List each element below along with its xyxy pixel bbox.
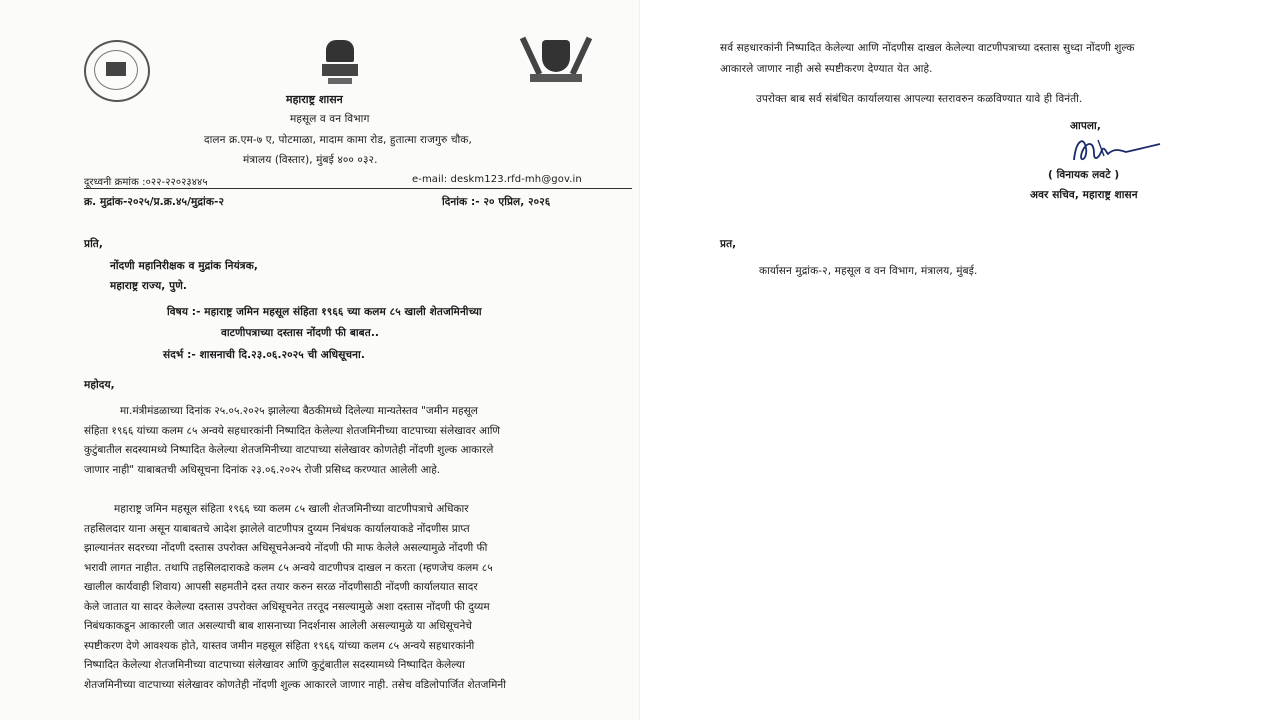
letter-page-2 — [640, 0, 1280, 720]
signer-name: ( विनायक लवटे ) — [1048, 169, 1120, 181]
continuation-line-1: सर्व सहधारकांनी निष्पादित केलेल्या आणि नोंदणीस दाखल केलेल्या वाटणीपत्राच्या दस्तास सुध्दा नोंदणी शुल्क — [720, 42, 1135, 54]
phone-number: दूरध्वनी क्रमांक :०२२-२२०२३४४५ — [84, 177, 208, 188]
subject-line-1: विषय :- महाराष्ट्र जमिन महसूल संहिता १९६६ च्या कलम ८५ खाली शेतजमिनीच्या — [167, 306, 482, 318]
paragraph-2-line: खालील कार्यवाही शिवाय) आपसी सहमतीने दस्त तयार करुन सरळ नोंदणीसाठी नोंदणी कार्यालयात सादर — [84, 581, 478, 593]
reference-number: क्र. मुद्रांक-२०२५/प्र.क्र.४५/मुद्रांक-२ — [84, 196, 225, 208]
paragraph-1-line: जाणार नाही" याबाबतची अधिसूचना दिनांक २३.०६.२०२५ रोजी प्रसिध्द करण्यात आलेली आहे. — [84, 463, 441, 476]
letter-date: दिनांक :- २० एप्रिल, २०२६ — [442, 196, 551, 208]
signer-title: अवर सचिव, महाराष्ट्र शासन — [1030, 189, 1138, 201]
copy-recipient: कार्यासन मुद्रांक-२, महसूल व वन विभाग, मंत्रालय, मुंबई. — [759, 265, 978, 277]
header-divider — [84, 188, 632, 189]
recipient-line-2: महाराष्ट्र राज्य, पुणे. — [110, 280, 187, 292]
paragraph-1-line: मा.मंत्रीमंडळाच्या दिनांक २५.०५.२०२५ झालेल्या बैठकीमध्ये दिलेल्या मान्यतेस्तव "जमीन महसूल — [120, 405, 478, 417]
paragraph-2-line: तहसिलदार याना असून याबाबतचे आदेश झालेले वाटणीपत्र दुय्यम निबंधक कार्यालयाकडे नोंदणीस प्राप्त — [84, 522, 470, 535]
signature-icon — [1068, 130, 1164, 170]
subject-line-2: वाटणीपत्राच्या दस्तास नोंदणी फी बाबत.. — [221, 327, 380, 339]
email-address: e-mail: deskm123.rfd-mh@gov.in — [412, 174, 582, 185]
recipient-line-1: नोंदणी महानिरीक्षक व मुद्रांक नियंत्रक, — [110, 260, 258, 272]
paragraph-2-line: भरावी लागत नाहीत. तथापि तहसिलदाराकडे कलम ८५ अन्वये वाटणीपत्र दाखल न करता (म्हणजेच कलम ८५ — [84, 561, 493, 574]
state-crest-icon — [524, 30, 588, 88]
paragraph-2 — [84, 500, 632, 695]
paragraph-2-line: केले जातात या सादर केलेल्या दस्तास उपरोक्त अधिसूचनेत तरतूद नसल्यामुळे अशा दस्तास नोंदणी फी दुय्यम — [84, 600, 490, 613]
paragraph-2-line: निबंधकाकडून आकारली जात असल्याची बाब शासनाच्या निदर्शनास आलेली असल्यामुळे या अधिसूचनेचे — [84, 620, 472, 632]
to-label: प्रति, — [84, 238, 103, 250]
subject-reference: संदर्भ :- शासनाची दि.२३.०६.२०२५ ची अधिसूचना. — [163, 349, 365, 361]
ashoka-emblem-icon — [318, 40, 362, 88]
salutation: महोदय, — [84, 379, 115, 391]
copy-label: प्रत, — [720, 238, 737, 250]
government-name: महाराष्ट्र शासन — [286, 93, 343, 106]
continuation-line-2: आकारले जाणार नाही असे स्पष्टीकरण देण्यात येत आहे. — [720, 63, 933, 75]
paragraph-2-line: झाल्यानंतर सदरच्या नोंदणी दस्तास उपरोक्त अधिसूचनेअन्वये नोंदणी फी माफ केलेले असल्यामुळे नोंदणी फी — [84, 542, 488, 554]
closing-yours: आपला, — [1070, 120, 1101, 132]
paragraph-1 — [84, 402, 632, 480]
department-seal-icon — [84, 40, 150, 102]
paragraph-2-line: शेतजमिनीच्या वाटपाच्या संलेखावर कोणतेही नोंदणी शुल्क आकारले जाणार नाही. तसेच वडिलोपार्जित शेतजमिनी — [84, 678, 506, 691]
paragraph-2-line: महाराष्ट्र जमिन महसूल संहिता १९६६ च्या कलम ८५ खाली शेतजमिनीच्या वाटणीपत्राचे अधिकार — [114, 503, 469, 515]
request-line: उपरोक्त बाब सर्व संबंधित कार्यालयास आपल्या स्तरावरुन कळविण्यात यावे ही विनंती. — [756, 93, 1083, 105]
paragraph-1-line: संहिता १९६६ यांच्या कलम ८५ अन्वये सहधारकांनी निष्पादित केलेल्या शेतजमिनीच्या वाटपाच्या संलेखावर आणि — [84, 424, 501, 437]
address-line-2: मंत्रालय (विस्तार), मुंबई ४०० ०३२. — [243, 154, 378, 166]
department-name: महसूल व वन विभाग — [290, 113, 370, 125]
address-line-1: दालन क्र.एम-७ ए, पोटमाळा, मादाम कामा रोड, हुतात्मा राजगुरु चौक, — [204, 134, 472, 146]
paragraph-2-line: स्पष्टीकरण देणे आवश्यक होते, यास्तव जमीन महसूल संहिता १९६६ यांच्या कलम ८५ अन्वये सहधारकांनी — [84, 639, 475, 652]
paragraph-2-line: निष्पादित केलेल्या शेतजमिनीच्या वाटपाच्या संलेखावर आणि कुटुंबातील सदस्यामध्ये निष्पादित केलेल्या — [84, 659, 465, 671]
paragraph-1-line: कुटुंबातील सदस्यामध्ये निष्पादित केलेल्या शेतजमिनीच्या वाटपाच्या संलेखावर कोणतेही नोंदणी शुल्क आकारले — [84, 444, 494, 456]
